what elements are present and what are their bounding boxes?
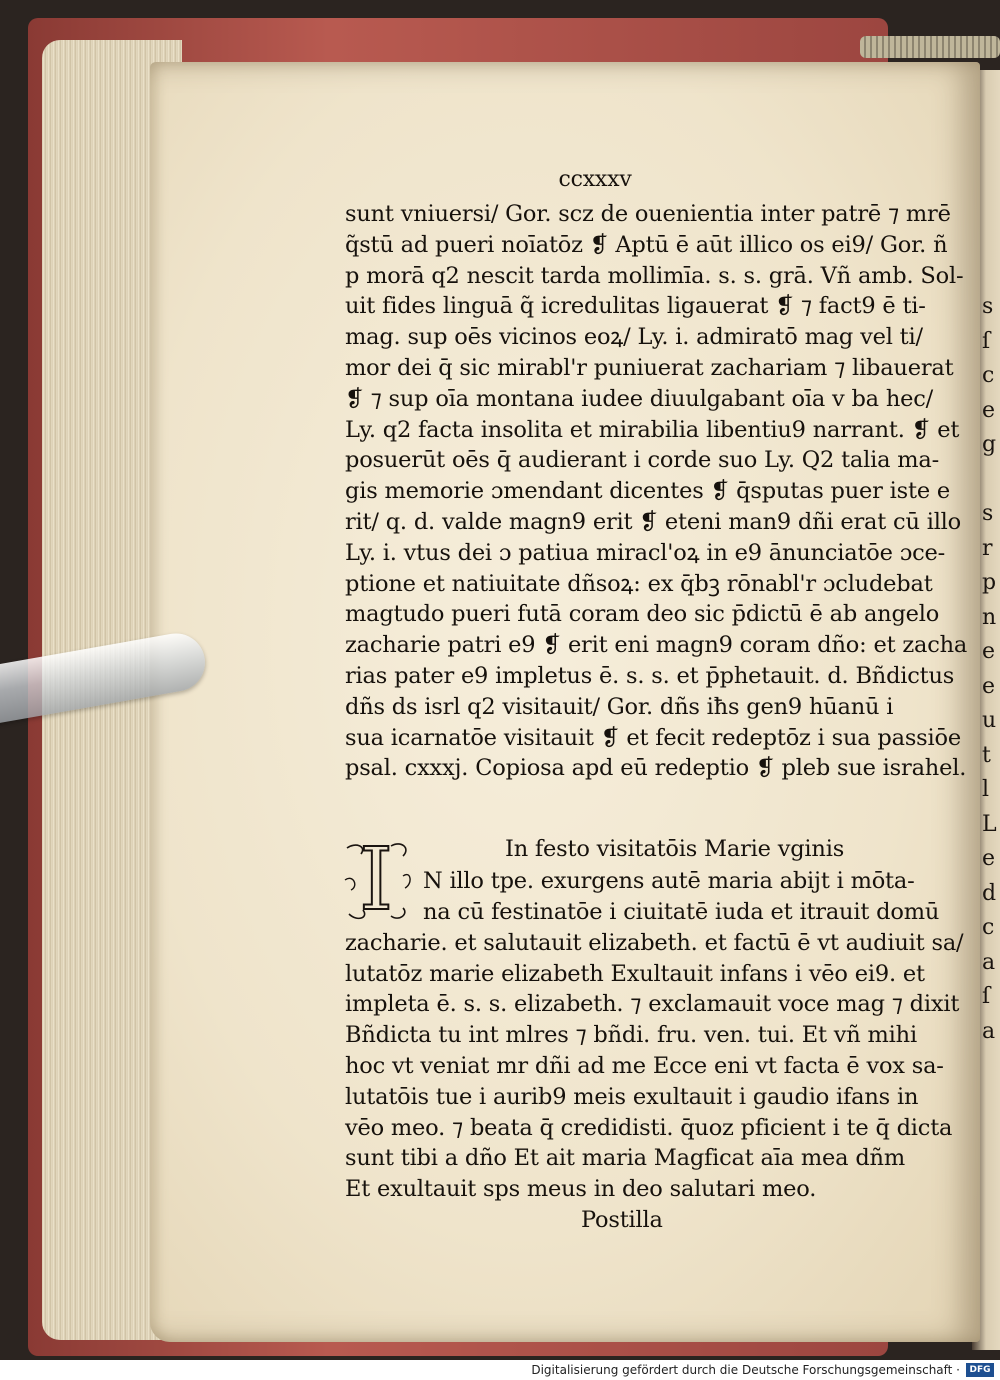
section-body: [345, 199, 968, 784]
text-line: Et exultauit sps meus in deo salutari meo.: [345, 1176, 817, 1203]
text-line: p morā q2 nescit tarda mollimīa. s. s. grā. Vñ amb. Sol-: [345, 262, 964, 289]
text-line: Ly. q2 facta insolita et mirabilia libentiu9 narrant. ❡ et: [345, 416, 960, 443]
decorated-initial: I: [359, 830, 393, 931]
facing-page-fragment: t: [982, 742, 991, 768]
facing-page-fragment: c: [982, 915, 995, 940]
facing-page-text-fragments: [982, 290, 1000, 1049]
text-line: lutatōz marie elizabeth Exultauit infans i vēo ei9. et: [345, 960, 925, 987]
facing-page-fragment: e: [982, 673, 996, 699]
text-line: dñs ds isrl q2 visitauit/ Gor. dñs iħs gen9 hūanū i: [345, 693, 894, 720]
text-line: magtudo pueri futā coram deo sic p̄dictū ē ab angelo: [345, 601, 940, 628]
visitation-section: [345, 830, 964, 1237]
text-line: psal. cxxxj. Copiosa apd eū redeptio ❡ pleb sue israhel.: [345, 755, 967, 782]
text-line: q̃stū ad pueri noīatōz ❡ Aptū ē aūt illico os ei9/ Gor. ñ: [345, 231, 948, 258]
facing-page-fragment: e: [982, 397, 996, 423]
text-line: N illo tpe. exurgens autē maria abijt i mōta-: [423, 868, 915, 895]
text-line: gis memorie ɔmendant dicentes ❡ q̄sputas puer iste e: [345, 478, 951, 505]
text-line: mag. sup oēs vicinos eoꝝ/ Ly. i. admiratō mag vel ti/: [345, 324, 923, 351]
facing-page-fragment: [982, 463, 1000, 498]
facing-page-fragment: s: [982, 294, 994, 319]
text-line: Bñdicta tu int mlres ⁊ bñdi. fru. ven. tui. Et vñ mihi: [345, 1022, 917, 1049]
facing-page-fragment: e: [982, 639, 996, 664]
facing-page-fragment: ſ: [982, 328, 991, 354]
text-line: vēo meo. ⁊ beata q̄ credidisti. q̄uoz pficient i te q̄ dicta: [345, 1114, 953, 1141]
folio-number: ccxxxv: [558, 167, 632, 192]
text-line: posuerūt oēs q̄ audierant i corde suo Ly. Q2 talia ma-: [345, 447, 940, 474]
text-line: lutatōis tue i aurib9 meis exultauit i gaudio ifans in: [345, 1083, 919, 1110]
text-line: zacharie. et salutauit elizabeth. et factū ē vt audiuit sa/: [345, 929, 964, 956]
text-line: na cū festinatōe i ciuitatē iuda et itrauit domū: [423, 898, 940, 925]
facing-page-fragment: p: [982, 570, 997, 595]
text-line: sunt tibi a dño Et ait maria Magficat aīa mea dñm: [345, 1145, 905, 1172]
text-line: sua icarnatōe visitauit ❡ et fecit redeptōz i sua passiōe: [345, 724, 961, 751]
text-line: Ly. i. vtus dei ɔ patiua miracl'oꝝ in e9 ānunciatōe ɔce-: [345, 539, 946, 566]
facing-page-fragment: l: [982, 777, 990, 802]
facing-page-fragment: c: [982, 363, 995, 388]
page-text: [345, 165, 968, 1237]
facing-page-fragment: e: [982, 846, 996, 871]
facing-page-fragment: g: [982, 432, 997, 457]
facing-page-fragment: a: [982, 1018, 996, 1044]
catchword: Postilla: [581, 1206, 663, 1233]
text-line: ❡ ⁊ sup oīa montana iudee diuulgabant oīa v ba hec/: [345, 385, 934, 412]
text-line: hoc vt veniat mr dñi ad me Ecce eni vt facta ē vox sa-: [345, 1052, 944, 1079]
text-line: rit/ q. d. valde magn9 erit ❡ eteni man9 dñi erat cū illo: [345, 508, 962, 535]
text-line: sunt vniuersi/ Gor. scz de ouenientia inter patrē ⁊ mrē: [345, 201, 951, 227]
facing-page-fragment: u: [982, 708, 997, 733]
footer-bar: [0, 1360, 1000, 1380]
text-line: ptione et natiuitate dñsoꝝ: ex q̄bꝫ rōnabl'r ɔcludebat: [345, 570, 933, 597]
text-line: rias pater e9 impletus ē. s. s. et p̄phetauit. d. Bñdictus: [345, 662, 955, 689]
facing-page-fragment: d: [982, 880, 997, 906]
dfg-logo-icon: DFG: [966, 1363, 994, 1377]
facing-page-fragment: ſ: [982, 984, 991, 1009]
facing-page-fragment: a: [982, 949, 996, 975]
text-line: mor dei q̄ sic mirabl'r puniuerat zachariam ⁊ libauerat: [345, 354, 954, 381]
facing-page-fragment: n: [982, 604, 997, 630]
book-headband: [860, 36, 1000, 58]
facing-page-fragment: L: [982, 811, 997, 837]
facing-page-fragment: r: [982, 535, 993, 561]
text-line: zacharie patri e9 ❡ erit eni magn9 coram dño: et zacha: [345, 632, 968, 659]
funding-notice: Digitalisierung gefördert durch die Deutsche Forschungsgemeinschaft ·: [531, 1363, 960, 1377]
section-heading: In festo visitatōis Marie vginis: [505, 836, 845, 863]
facing-page-fragment: s: [982, 501, 994, 526]
text-line: uit fides linguā q̃ icredulitas ligauerat ❡ ⁊ fact9 ē ti-: [345, 293, 926, 320]
text-line: impleta ē. s. s. elizabeth. ⁊ exclamauit voce mag ⁊ dixit: [345, 991, 960, 1018]
